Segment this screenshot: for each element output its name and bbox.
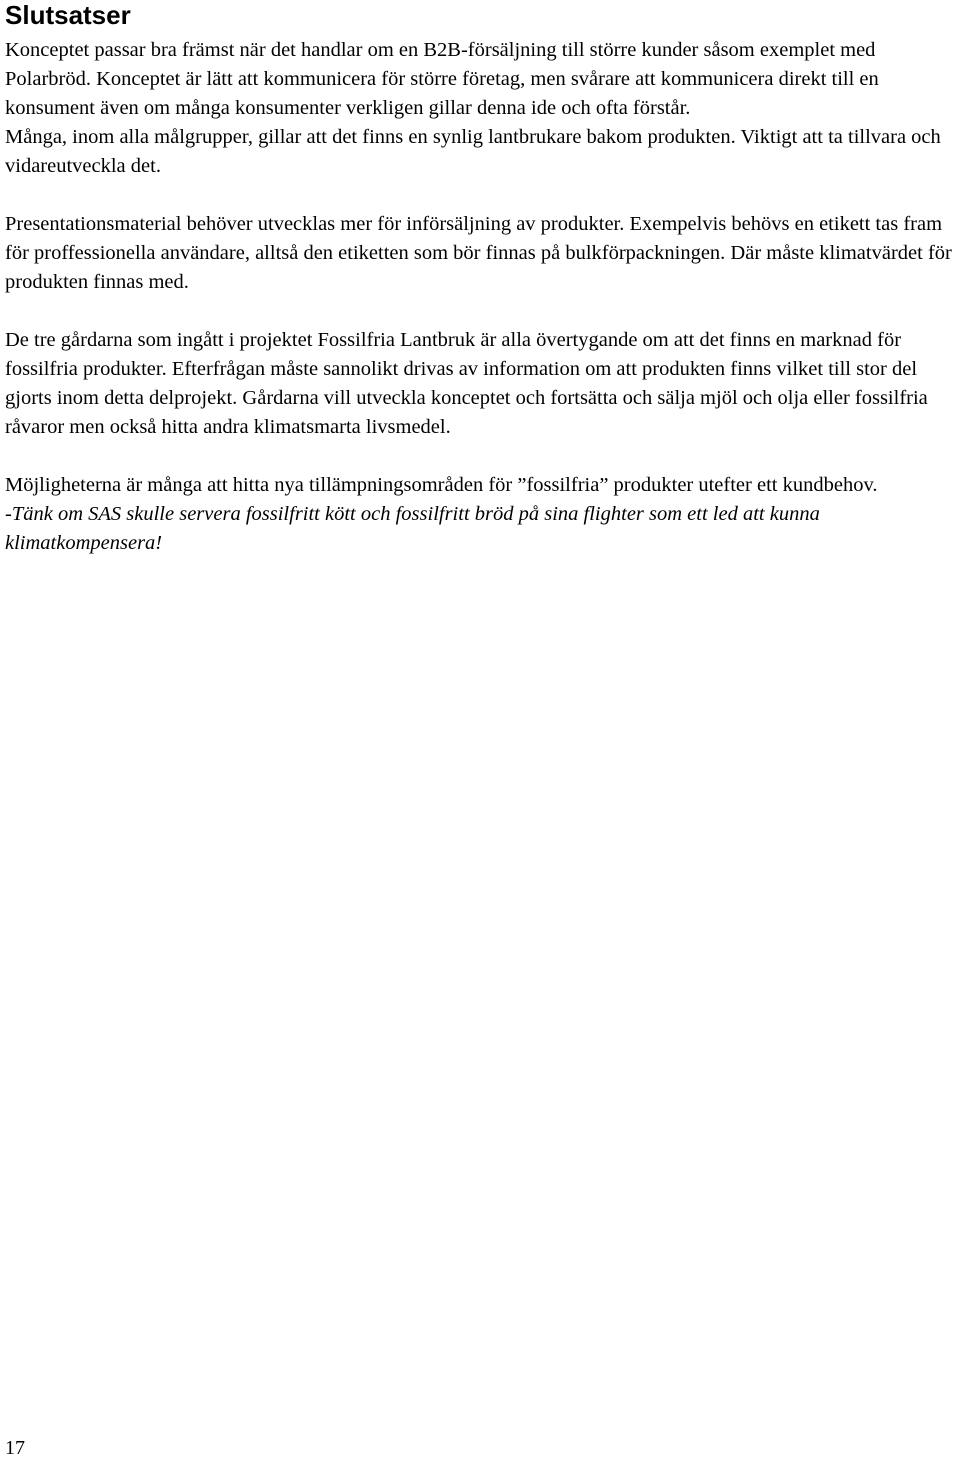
paragraph-possibilities: Möjligheterna är många att hitta nya tillämpningsområden för ”fossilfria” produkter utefter ett kundbehov. — [5, 474, 878, 496]
page-number: 17 — [5, 1437, 25, 1459]
paragraph-b2b-concept: Konceptet passar bra främst när det handlar om en B2B-försäljning till större kunder såsom exemplet med Polarbröd. Konceptet är lätt att kommunicera för större företag, men svårare att kommunicera direkt till en konsument även om många konsumenter verkligen gillar denna ide och ofta förstår. — [5, 39, 879, 119]
section-heading: Slutsatser — [5, 0, 131, 30]
paragraph-sas-example: -Tänk om SAS skulle servera fossilfritt kött och fossilfritt bröd på sina flighter som ett led att kunna klimatkompensera! — [5, 503, 820, 554]
paragraph-three-farms: De tre gårdarna som ingått i projektet Fossilfria Lantbruk är alla övertygande om att det finns en marknad för fossilfria produkter. Efterfrågan måste sannolikt drivas av information om att produkten finns vilket till stor del gjorts inom detta delprojekt. Gårdarna vill utveckla konceptet och fortsätta och sälja mjöl och olja eller fossilfria råvaror men också hitta andra klimatsmarta livsmedel. — [5, 329, 928, 438]
paragraph-presentation-material: Presentationsmaterial behöver utvecklas mer för införsäljning av produkter. Exempelvis behövs en etikett tas fram för proffessionella användare, alltså den etiketten som bör finnas på bulkförpackningen. Där måste klimatvärdet för produkten finnas med. — [5, 213, 952, 293]
paragraph-visible-farmer: Många, inom alla målgrupper, gillar att det finns en synlig lantbrukare bakom produkten. Viktigt att ta tillvara och vidareutveckla det. — [5, 126, 941, 177]
document-page — [5, 0, 957, 558]
